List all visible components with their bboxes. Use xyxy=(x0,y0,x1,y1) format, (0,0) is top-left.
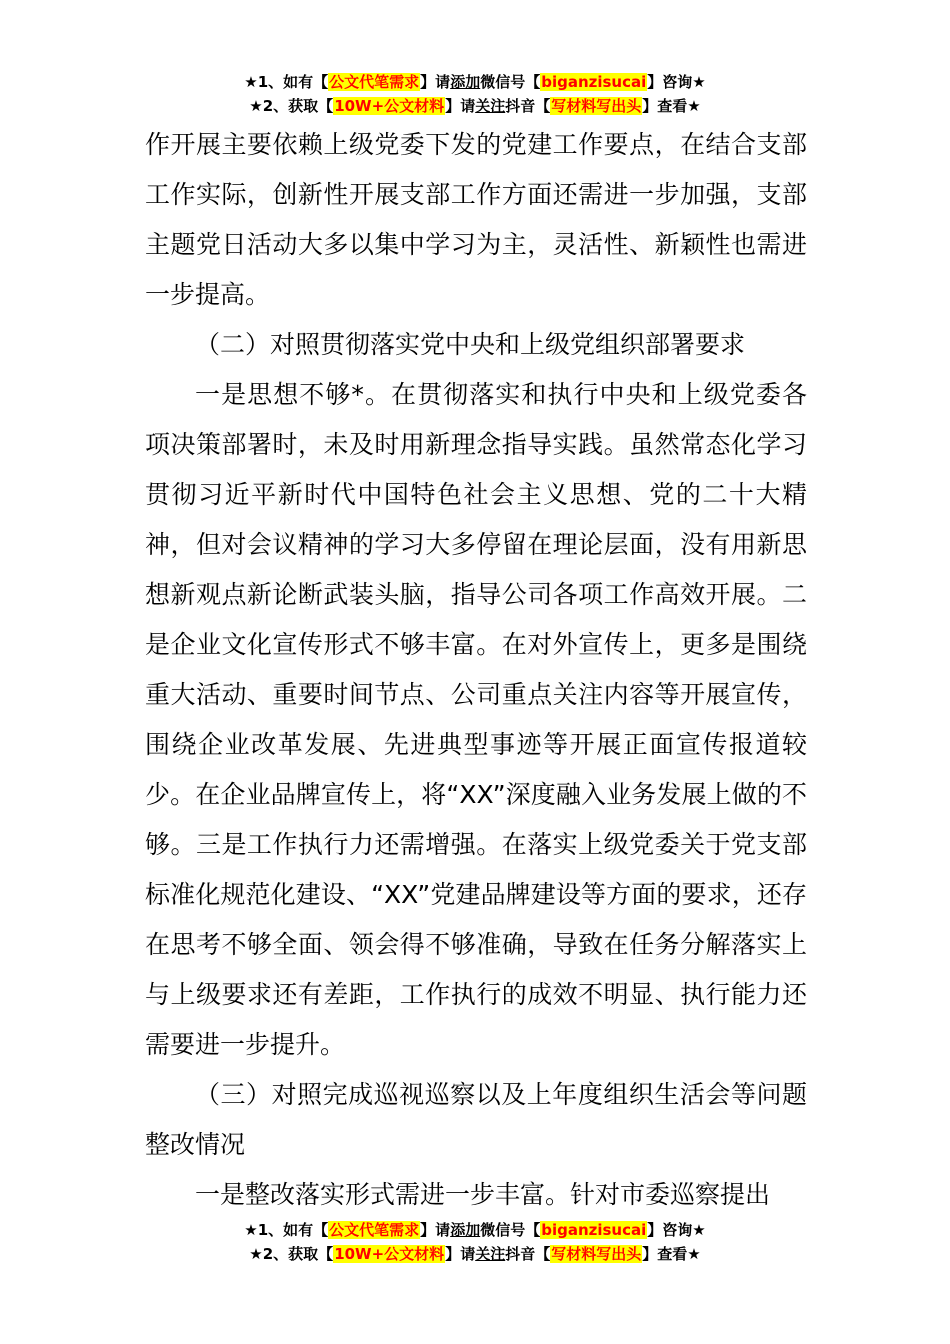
banner-line-2: ★2、获取【10W+公文材料】请关注抖音【写材料写出头】查看★ xyxy=(249,1245,701,1263)
banner-line-1: ★1、如有【公文代笔需求】请添加微信号【biganzisucai】咨询★ xyxy=(244,1221,706,1239)
section-heading-3: （三）对照完成巡视巡察以及上年度组织生活会等问题整改情况 xyxy=(145,1080,807,1159)
highlight-douyin-account: 写材料写出头 xyxy=(551,97,642,115)
highlight-materials: 10W+公文材料 xyxy=(334,1245,445,1263)
footer-banner xyxy=(0,1218,950,1266)
header-banner xyxy=(0,70,950,118)
highlight-wechat-id: biganzisucai xyxy=(541,1221,647,1239)
section-heading-2: （二）对照贯彻落实党中央和上级党组织部署要求 xyxy=(195,330,746,359)
paragraph-continued: 作开展主要依赖上级党委下发的党建工作要点，在结合支部工作实际，创新性开展支部工作方面还需进一步加强，支部主题党日活动大多以集中学习为主，灵活性、新颖性也需进一步提高。 xyxy=(145,130,807,309)
paragraph-section-3: 一是整改落实形式需进一步丰富。针对市委巡察提出 xyxy=(195,1180,771,1209)
highlight-materials: 10W+公文材料 xyxy=(334,97,445,115)
document-body xyxy=(145,120,807,1220)
banner-line-1: ★1、如有【公文代笔需求】请添加微信号【biganzisucai】咨询★ xyxy=(244,73,706,91)
highlight-writing-service: 公文代笔需求 xyxy=(329,1221,420,1239)
banner-line-2: ★2、获取【10W+公文材料】请关注抖音【写材料写出头】查看★ xyxy=(249,97,701,115)
highlight-writing-service: 公文代笔需求 xyxy=(329,73,420,91)
highlight-douyin-account: 写材料写出头 xyxy=(551,1245,642,1263)
highlight-wechat-id: biganzisucai xyxy=(541,73,647,91)
paragraph-section-2: 一是思想不够*。在贯彻落实和执行中央和上级党委各项决策部署时，未及时用新理念指导实践。虽然常态化学习贯彻习近平新时代中国特色社会主义思想、党的二十大精神，但对会议精神的学习大多停留在理论层面，没有用新思想新观点新论断武装头脑，指导公司各项工作高效开展。二是企业文化宣传形式不够丰富。在对外宣传上，更多是围绕重大活动、重要时间节点、公司重点关注内容等开展宣传，围绕企业改革发展、先进典型事迹等开展正面宣传报道较少。在企业品牌宣传上，将“XX”深度融入业务发展上做的不够。三是工作执行力还需增强。在落实上级党委关于党支部标准化规范化建设、“XX”党建品牌建设等方面的要求，还存在思考不够全面、领会得不够准确，导致在任务分解落实上与上级要求还有差距，工作执行的成效不明显、执行能力还需要进一步提升。 xyxy=(145,380,807,1059)
